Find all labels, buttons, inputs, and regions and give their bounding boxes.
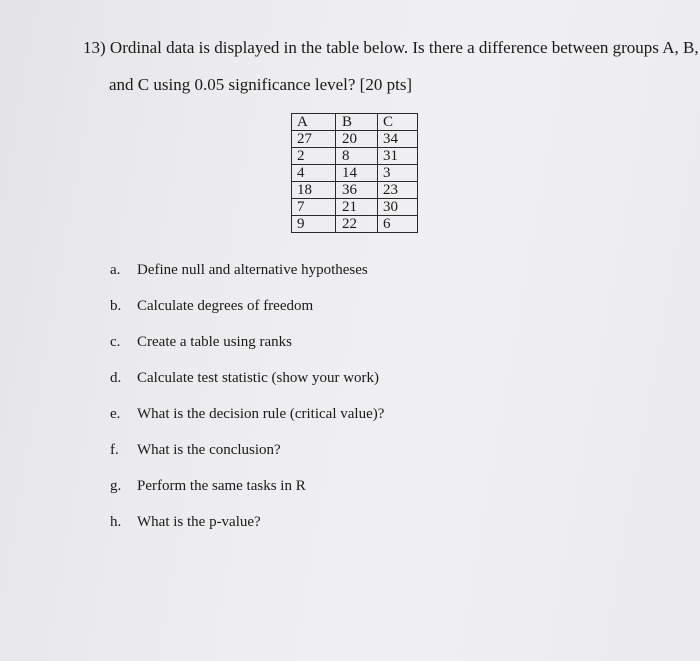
table-cell: 6 (378, 216, 418, 233)
table-cell: 21 (336, 199, 378, 216)
table-cell: 18 (292, 182, 336, 199)
task-letter: f. (110, 442, 119, 458)
table-cell: 8 (336, 148, 378, 165)
task-letter: e. (110, 406, 121, 422)
task-text: Create a table using ranks (137, 334, 292, 350)
task-text: Define null and alternative hypotheses (137, 262, 368, 278)
table-row (292, 148, 418, 165)
column-header-c: C (378, 114, 418, 131)
list-item (110, 334, 384, 370)
list-item (110, 478, 384, 514)
task-letter: h. (110, 514, 122, 530)
table-cell: 27 (292, 131, 336, 148)
table-cell: 34 (378, 131, 418, 148)
table-row (292, 199, 418, 216)
list-item (110, 370, 384, 406)
table-cell: 4 (292, 165, 336, 182)
list-item (110, 262, 384, 298)
task-text: What is the conclusion? (137, 442, 281, 458)
task-letter: a. (110, 262, 121, 278)
table-cell: 30 (378, 199, 418, 216)
task-letter: c. (110, 334, 121, 350)
list-item (110, 514, 384, 550)
table-cell: 20 (336, 131, 378, 148)
task-text: Calculate test statistic (show your work) (137, 370, 380, 386)
list-item (110, 442, 384, 478)
column-header-b: B (336, 114, 378, 131)
table-cell: 14 (336, 165, 378, 182)
column-header-a: A (292, 114, 336, 131)
table-cell: 31 (378, 148, 418, 165)
table-cell: 23 (378, 182, 418, 199)
table-cell: 7 (292, 199, 336, 216)
table-cell: 2 (292, 148, 336, 165)
task-letter: d. (110, 370, 122, 386)
table-cell: 9 (292, 216, 336, 233)
table-row (292, 131, 418, 148)
task-text: Perform the same tasks in R (137, 478, 306, 494)
task-text: Calculate degrees of freedom (137, 298, 314, 314)
list-item (110, 406, 384, 442)
table-cell: 22 (336, 216, 378, 233)
table-row (292, 165, 418, 182)
ordinal-data-table (291, 113, 418, 233)
task-text: What is the p-value? (137, 514, 261, 530)
question-text-line-1: 13) Ordinal data is displayed in the table below. Is there a difference between groups A, B, (83, 38, 699, 57)
table-cell: 36 (336, 182, 378, 199)
task-list (110, 262, 384, 550)
question-text-line-2: and C using 0.05 significance level? [20 pts] (109, 75, 413, 94)
task-letter: b. (110, 298, 122, 314)
table-row (292, 182, 418, 199)
task-text: What is the decision rule (critical value)? (137, 406, 385, 422)
list-item (110, 298, 384, 334)
table-header-row (292, 114, 418, 131)
table-row (292, 216, 418, 233)
table-cell: 3 (378, 165, 418, 182)
task-letter: g. (110, 478, 122, 494)
